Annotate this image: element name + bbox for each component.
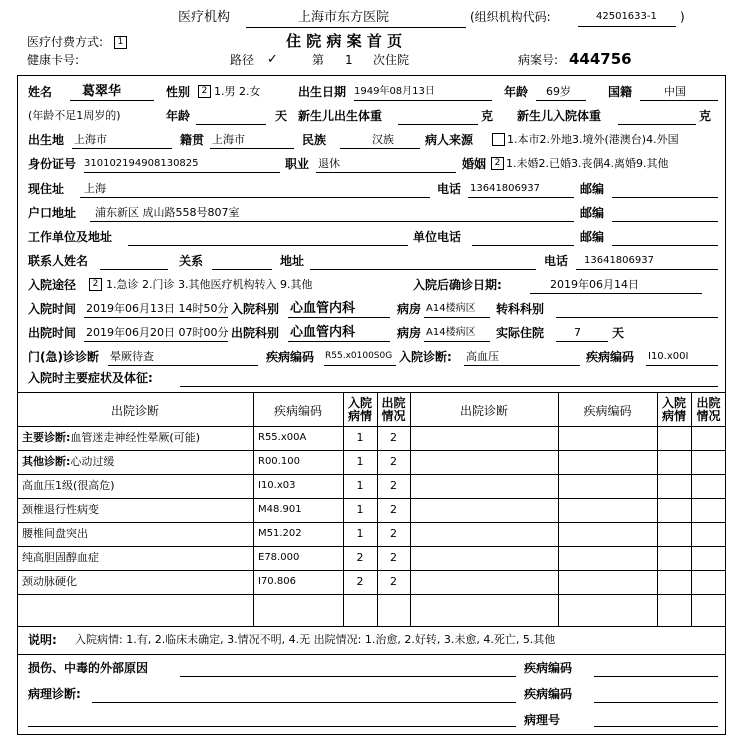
table-row-line	[17, 522, 726, 523]
native-label: 籍贯	[180, 133, 205, 147]
phone-value: 13641806937	[470, 183, 540, 194]
sex-value: 2	[198, 85, 211, 98]
ethnic-line	[340, 148, 420, 149]
g-unit: 克	[481, 109, 494, 123]
diag-code: E78.000	[258, 552, 300, 563]
native-line	[210, 148, 294, 149]
contact-addr-line	[310, 269, 536, 270]
outpatient-diag: 晕厥待查	[110, 350, 154, 363]
contact-addr-label: 地址	[280, 254, 305, 268]
birthplace-line	[72, 148, 172, 149]
diag-code: M51.202	[258, 528, 302, 539]
table-row-line	[17, 474, 726, 475]
outpatient-code-line	[324, 365, 396, 366]
in-diag-label: 入院诊断:	[399, 350, 452, 364]
zip-line-3	[612, 245, 718, 246]
injury-code-line	[594, 676, 718, 677]
ward-label: 病房	[397, 302, 422, 316]
table-header-cell: 出院 情况	[696, 396, 721, 423]
code-label-3: 疾病编码	[524, 661, 573, 675]
route-value: 2	[89, 278, 102, 291]
birth-line	[354, 100, 492, 101]
zip-label-3: 邮编	[580, 230, 605, 244]
diag-name: 高血压1级(很高危)	[22, 479, 115, 492]
table-row-line	[17, 546, 726, 547]
diag-name: 颈椎退行性病变	[22, 503, 99, 516]
marriage-value: 2	[491, 157, 504, 170]
pay-value: 1	[114, 36, 127, 49]
native-value: 上海市	[212, 133, 245, 146]
table-header-cell: 入院 病情	[661, 396, 686, 423]
hukou-line	[90, 221, 574, 222]
phone-label: 电话	[437, 182, 462, 196]
addr-line	[80, 197, 430, 198]
diag-in: 1	[356, 479, 364, 492]
out-time-label: 出院时间	[28, 326, 77, 340]
note-top-line	[17, 626, 726, 627]
table-col-line	[558, 392, 559, 626]
hukou-label: 户口地址	[28, 206, 77, 220]
diag-out: 2	[390, 431, 397, 444]
nb-weight-line	[398, 124, 478, 125]
note-bottom-line	[17, 654, 726, 655]
table-col-line	[657, 392, 658, 626]
sex-label: 性别	[166, 85, 191, 99]
ward-value-2: A14楼病区	[426, 327, 476, 338]
diag-in: 2	[356, 575, 364, 588]
ward-label-2: 病房	[397, 326, 422, 340]
ward-value: A14楼病区	[426, 303, 476, 314]
symptom-line	[180, 386, 718, 387]
in-code-line	[646, 365, 718, 366]
table-header-cell: 疾病编码	[273, 404, 322, 418]
age-line	[536, 100, 586, 101]
table-header-cell: 出院诊断	[459, 404, 508, 418]
path-label: 路径	[230, 53, 255, 67]
work-phone-label: 单位电话	[413, 230, 462, 244]
outpatient-line	[108, 365, 258, 366]
in-time-label: 入院时间	[28, 302, 77, 316]
in-diag-value: 高血压	[466, 350, 499, 363]
table-row-line	[17, 594, 726, 595]
org-name: 上海市东方医院	[298, 10, 390, 25]
nb-in-weight-label: 新生儿入院体重	[517, 109, 602, 123]
days-line	[556, 341, 608, 342]
confirm-line	[530, 293, 702, 294]
diag-prefix: 其他诊断:	[22, 455, 71, 468]
diag-name: 纯高胆固醇血症	[22, 551, 99, 564]
age-label: 年龄	[504, 85, 529, 99]
days-unit: 天	[612, 326, 625, 340]
table-col-line	[691, 392, 692, 626]
injury-label: 损伤、中毒的外部原因	[28, 661, 149, 675]
table-col-line	[410, 392, 411, 626]
table-header-cell: 入院 病情	[347, 396, 372, 423]
confirm-label: 入院后确诊日期:	[413, 278, 502, 292]
infant-age-label: 年龄	[166, 109, 191, 123]
zip-label-2: 邮编	[580, 206, 605, 220]
name-label: 姓名	[28, 85, 53, 99]
patho-line-2	[28, 726, 516, 727]
diag-name: 其他诊断:心动过缓	[22, 455, 115, 468]
in-time-value: 2019年06月13日 14时50分	[86, 302, 229, 315]
ethnic-label: 民族	[302, 133, 327, 147]
ward-line	[424, 317, 490, 318]
patho-no-label: 病理号	[524, 713, 561, 727]
table-header-cell: 出院诊断	[110, 404, 159, 418]
table-row-line	[17, 570, 726, 571]
diag-name: 主要诊断:血管迷走神经性晕厥(可能)	[22, 431, 200, 444]
transfer-line	[556, 317, 718, 318]
table-header-line	[17, 426, 726, 427]
outpatient-code: R55.x0100S0G	[325, 351, 393, 361]
record-no: 444756	[569, 50, 632, 68]
nation-line	[640, 100, 718, 101]
diag-code: I70.806	[258, 576, 296, 587]
note-text: 入院病情: 1.有, 2.临床未确定, 3.情况不明, 4.无 出院情况: 1.治愈, 2.好转, 3.未愈, 4.死亡, 5.其他	[75, 633, 556, 646]
day-unit: 天	[275, 109, 288, 123]
birth-label: 出生日期	[298, 85, 347, 99]
contact-phone-label: 电话	[544, 254, 569, 268]
diag-name: 腰椎间盘突出	[22, 527, 88, 540]
health-card-label: 健康卡号:	[27, 53, 80, 67]
addr-value: 上海	[84, 182, 106, 195]
diag-out: 2	[390, 527, 397, 540]
symptom-label: 入院时主要症状及体征:	[28, 371, 153, 385]
job-line	[316, 172, 456, 173]
code-label-2: 疾病编码	[586, 350, 635, 364]
patho-line	[92, 702, 516, 703]
ward-line-2	[424, 341, 490, 342]
diag-code: R55.x00A	[258, 432, 307, 443]
zip-label: 邮编	[580, 182, 605, 196]
job-value: 退休	[318, 157, 340, 170]
table-header-cell: 出院 情况	[381, 396, 406, 423]
out-time-value: 2019年06月20日 07时00分	[86, 326, 229, 339]
age-value: 69岁	[546, 85, 571, 98]
diag-code: R00.100	[258, 456, 300, 467]
confirm-date: 2019年06月14日	[550, 278, 639, 291]
nation-value: 中国	[664, 85, 686, 98]
hukou-value: 浦东新区 成山路558号807室	[95, 206, 240, 219]
injury-line	[180, 676, 516, 677]
in-dept-label: 入院科别	[231, 302, 280, 316]
source-options: 1.本市2.外地3.境外(港澳台)4.外国	[507, 133, 679, 146]
relation-line	[212, 269, 272, 270]
contact-label: 联系人姓名	[28, 254, 89, 268]
org-name-line	[246, 27, 466, 28]
record-label: 病案号:	[518, 53, 559, 67]
code-label-4: 疾病编码	[524, 687, 573, 701]
nb-weight-label: 新生儿出生体重	[298, 109, 383, 123]
page-title: 住 院 病 案 首 页	[286, 32, 403, 50]
marriage-label: 婚姻	[462, 157, 487, 171]
contact-phone-value: 13641806937	[584, 255, 654, 266]
route-label: 入院途径	[28, 278, 77, 292]
in-dept-line	[288, 317, 390, 318]
nb-in-weight-line	[618, 124, 696, 125]
org-code-line	[578, 26, 676, 27]
work-line	[128, 245, 408, 246]
infant-age-line	[196, 124, 266, 125]
diag-in: 1	[356, 503, 364, 516]
path-check-icon: ✓	[267, 52, 278, 67]
source-value	[492, 133, 505, 146]
visit-suffix: 次住院	[373, 53, 410, 67]
in-time-line	[84, 317, 228, 318]
birthplace-value: 上海市	[74, 133, 107, 146]
diag-out: 2	[390, 479, 397, 492]
diag-in: 1	[356, 431, 364, 444]
outpatient-label: 门(急)诊诊断	[28, 350, 99, 364]
work-label: 工作单位及地址	[28, 230, 113, 244]
diag-out: 2	[390, 503, 397, 516]
patho-no-line	[594, 726, 718, 727]
out-time-line	[84, 341, 228, 342]
note-label: 说明:	[28, 633, 57, 647]
org-code-label: (组织机构代码:	[470, 10, 551, 24]
source-label: 病人来源	[425, 133, 474, 147]
org-code-close: )	[680, 10, 685, 24]
visit-prefix: 第	[312, 53, 325, 67]
diag-out: 2	[390, 575, 397, 588]
zip-line	[612, 197, 718, 198]
route-options: 1.急诊 2.门诊 3.其他医疗机构转入 9.其他	[106, 278, 313, 291]
diag-out: 2	[390, 551, 397, 564]
id-line	[84, 172, 280, 173]
org-label: 医疗机构	[178, 10, 231, 25]
out-dept-line	[288, 341, 390, 342]
nation-label: 国籍	[608, 85, 633, 99]
table-row-line	[17, 450, 726, 451]
diag-code: M48.901	[258, 504, 302, 515]
diag-out: 2	[390, 455, 397, 468]
transfer-label: 转科科别	[496, 302, 545, 316]
diag-in: 1	[356, 527, 364, 540]
phone-line	[468, 197, 574, 198]
diag-name: 颈动脉硬化	[22, 575, 77, 588]
patho-label: 病理诊断:	[28, 687, 81, 701]
diag-code: I10.x03	[258, 480, 296, 491]
name-line	[70, 100, 154, 101]
in-code: I10.x00I	[648, 351, 689, 362]
patho-code-line	[594, 702, 718, 703]
relation-label: 关系	[179, 254, 204, 268]
work-phone-line	[472, 245, 574, 246]
in-diag-line	[464, 365, 580, 366]
out-dept-value: 心血管内科	[290, 325, 356, 340]
org-code: 42501633-1	[596, 11, 657, 22]
birth-date: 1949年08月13日	[354, 86, 435, 97]
sex-options: 1.男 2.女	[214, 85, 261, 98]
table-header-cell: 疾病编码	[583, 404, 632, 418]
patient-name: 葛翠华	[82, 84, 122, 99]
days-label: 实际住院	[496, 326, 545, 340]
table-col-line	[253, 392, 254, 626]
contact-phone-line	[576, 269, 718, 270]
id-value: 310102194908130825	[84, 158, 199, 169]
infant-note: (年龄不足1周岁的)	[28, 109, 121, 122]
zip-line-2	[612, 221, 718, 222]
visit-num: 1	[345, 53, 353, 67]
contact-line	[100, 269, 168, 270]
code-label: 疾病编码	[266, 350, 315, 364]
table-top-line	[17, 392, 726, 393]
job-label: 职业	[285, 157, 310, 171]
marriage-options: 1.未婚2.已婚3.丧偶4.离婚9.其他	[506, 157, 669, 170]
diag-in: 2	[356, 551, 364, 564]
out-dept-label: 出院科别	[231, 326, 280, 340]
diag-in: 1	[356, 455, 364, 468]
pay-label: 医疗付费方式:	[27, 35, 104, 49]
table-row-line	[17, 498, 726, 499]
ethnic-value: 汉族	[372, 133, 394, 146]
g-unit-2: 克	[699, 109, 712, 123]
diag-prefix: 主要诊断:	[22, 431, 71, 444]
addr-label: 现住址	[28, 182, 65, 196]
birthplace-label: 出生地	[28, 133, 65, 147]
in-dept-value: 心血管内科	[290, 301, 356, 316]
days-value: 7	[574, 326, 581, 339]
id-label: 身份证号	[28, 157, 77, 171]
